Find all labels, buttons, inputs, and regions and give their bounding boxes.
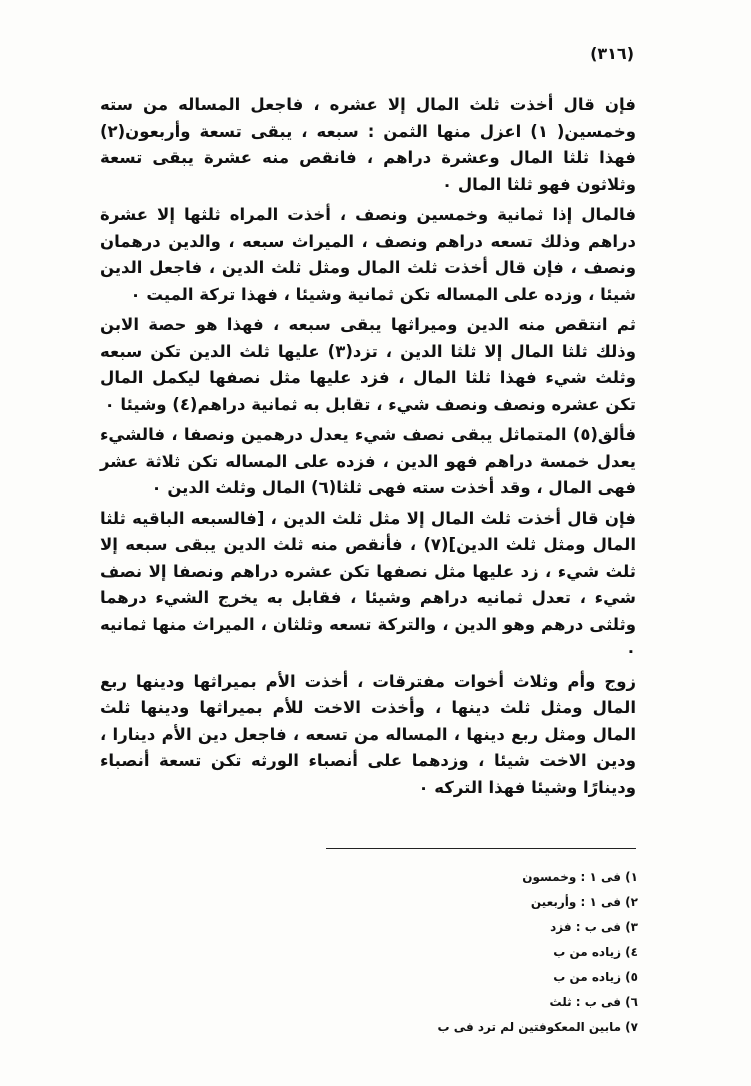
paragraph-2: فالمال إذا ثمانية وخمسين ونصف ، أخذت المراه ثلثها إلا عشرة دراهم وذلك تسعه دراهم ونصف ، الميراث سبعه ، والدين درهمان ونصف ، فإن قال أخذت ثلث المال ومثل ثلث الدين ، فاجعل الدين شيئا ، وزده على المساله تكن ثمانية وشيئا ، فهذا تركة الميت ٠	[100, 205, 636, 304]
page-number: (٣١٦)	[590, 44, 634, 63]
paragraph-4: فألق(٥) المتماثل يبقى نصف شيء يعدل درهمين ونصفا ، فالشيء يعدل خمسة دراهم فهو الدين ، فزده على المساله تكن ثلاثة عشر فهى المال ، وقد أخذت سته فهى ثلثا(٦) المال وثلث الدين ٠	[100, 425, 636, 497]
footnote-6: ٦) فى ب : ثلث	[549, 995, 638, 1009]
footnote-4: ٤) زياده من ب	[553, 945, 638, 959]
footnote-1: ١) فى ١ : وخمسون	[522, 870, 638, 884]
paragraph-6: زوج وأم وثلاث أخوات مفترقات ، أخذت الأم بميراثها ودينها ربع المال ومثل ثلث دينها ، وأخذت الاخت للأم بميراثها ودينها ثلث المال ومثل ربع دينها ، المساله من تسعه ، فاجعل دين الأم دينارا ، ودين الاخت شيئا ، وزدهما على أنصباء الورثه تكن تسعة أنصباء ودينارًا وشيئا فهذا التركه ٠	[100, 671, 636, 797]
paragraph-3: ثم انتقص منه الدين وميراثها يبقى سبعه ، فهذا هو حصة الابن وذلك ثلثا المال إلا ثلثا الدين ، تزد(٣) عليها ثلث الدين تكن سبعه وثلث شيء فهذا ثلثا المال ، فزد عليها مثل نصفها ليكمل المال تكن عشره ونصف ونصف شيء ، تقابل به ثمانية دراهم(٤) وشيئا ٠	[100, 315, 637, 414]
footnote-5: ٥) زياده من ب	[553, 970, 638, 984]
footnote-3: ٣) فى ب : فزد	[550, 920, 638, 934]
footnote-2: ٢) فى ١ : وأربعين	[530, 895, 638, 909]
paragraph-5: فإن قال أخذت ثلث المال إلا مثل ثلث الدين ، [فالسبعه الباقيه ثلثا المال ومثل ثلث الدين](٧) ، فأنقص منه ثلث الدين يبقى سبعه إلا ثلث شيء ، زد عليها مثل نصفها تكن عشره دراهم ونصفا إلا نصف شيء ، تعدل ثمانيه دراهم وشيئا ، فقابل به يخرج الشيء درهما وثلثى درهم وهو الدين ، والتركة تسعه وثلثان ، الميراث منها ثمانيه ٠	[100, 508, 637, 660]
paragraph-1: فإن قال أخذت ثلث المال إلا عشره ، فاجعل المساله من سته وخمسين( ١) اعزل منها الثمن : سبعه ، يبقى تسعة وأربعون(٢) فهذا ثلثا المال وعشرة دراهم ، فانقص منه عشرة يبقى تسعة وثلاثون فهو ثلثا المال ٠	[100, 95, 636, 194]
main-text	[100, 92, 636, 805]
footnote-7: ٧) مابين المعكوفتين لم ترد فى ب	[437, 1020, 638, 1034]
footnote-divider	[326, 848, 636, 849]
footnotes-list	[300, 865, 638, 1040]
